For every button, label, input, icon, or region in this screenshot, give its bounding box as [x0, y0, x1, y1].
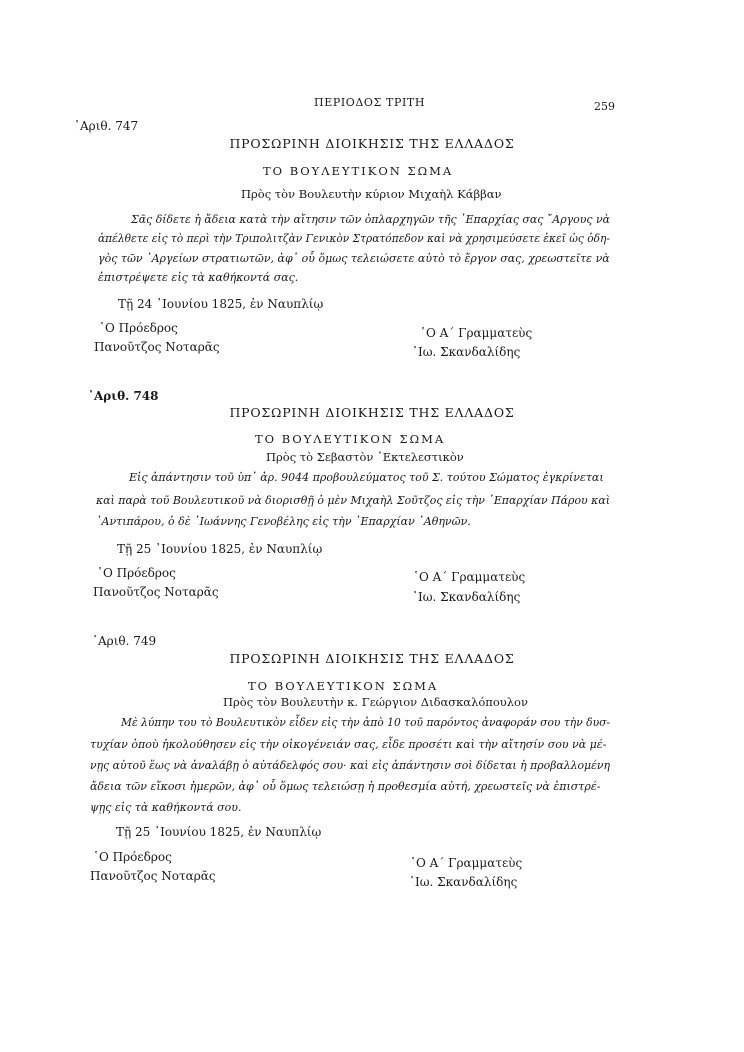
document-number: ᾿Αριθ. 747: [74, 119, 139, 133]
secretary-title: ῾Ο Α΄ Γραμματεὺς: [413, 570, 526, 584]
president-name: Πανοῦτζος Νοταρᾶς: [93, 585, 219, 599]
secretary-name: ᾿Ιω. Σκανδαλίδης: [409, 875, 518, 889]
document-subtitle: ΤΟ ΒΟΥΛΕΥΤΙΚΟΝ ΣΩΜΑ: [248, 679, 439, 693]
document-subtitle: ΤΟ ΒΟΥΛΕΥΤΙΚΟΝ ΣΩΜΑ: [263, 164, 454, 178]
body-line: Εἰς ἀπάντησιν τοῦ ὑπ᾿ ἀρ. 9044 προβουλεύματος τοῦ Σ. τούτου Σώματος ἐγκρίνεται: [129, 471, 604, 484]
body-line: καὶ παρὰ τοῦ Βουλευτικοῦ νὰ διορισθῇ ὁ μὲν Μιχαὴλ Σοῦτζος εἰς τὴν ᾿Επαρχίαν Πάρου καὶ: [96, 494, 610, 507]
document-date: Τῇ 25 ᾿Ιουνίου 1825, ἐν Ναυπλίῳ: [116, 825, 322, 839]
document-date: Τῇ 25 ᾿Ιουνίου 1825, ἐν Ναυπλίῳ: [117, 542, 323, 556]
president-title: ῾Ο Πρόεδρος: [99, 321, 178, 335]
body-line: ἀπέλθετε εἰς τὸ περὶ τὴν Τριπολιτζὰν Γενικὸν Στρατόπεδον καὶ νὰ χρησιμεύσετε ἐκεῖ ὡς ὁδη-: [98, 232, 611, 245]
document-date: Τῇ 24 ᾿Ιουνίου 1825, ἐν Ναυπλίῳ: [118, 297, 324, 311]
president-title: ῾Ο Πρόεδρος: [93, 850, 172, 864]
secretary-title: ῾Ο Α΄ Γραμματεὺς: [420, 326, 533, 340]
document-number: ᾿Αριθ. 748: [88, 389, 159, 403]
body-line: Μὲ λύπην του τὸ Βουλευτικὸν εἶδεν εἰς τὴν ἀπὸ 10 τοῦ παρόντος ἀναφοράν σου τὴν δυσ-: [121, 716, 611, 729]
body-line: ᾿Αντιπάρου, ὁ δὲ ᾿Ιωάννης Γενοβέλης εἰς τὴν ᾿Επαρχίαν ᾿Αθηνῶν.: [96, 515, 471, 528]
document-addressee: Πρὸς τὸ Σεβαστὸν ᾿Εκτελεστικὸν: [266, 450, 464, 464]
president-name: Πανοῦτζος Νοταρᾶς: [90, 869, 216, 883]
body-line: νῃς αὐτοῦ ἕως νὰ ἀναλάβῃ ὁ αὐτάδελφός σου· καὶ εἰς ἀπάντησιν σοὶ δίδεται ἡ προβαλλομένη: [90, 759, 610, 772]
document-addressee: Πρὸς τὸν Βουλευτὴν κύριον Μιχαὴλ Κάββαν: [241, 187, 502, 201]
body-line: ψῃς εἰς τὰ καθήκοντά σου.: [90, 801, 242, 814]
president-title: ῾Ο Πρόεδρος: [97, 566, 176, 580]
body-line: Σᾶς δίδετε ἡ ἄδεια κατὰ τὴν αἴτησιν τῶν ὁπλαρχηγῶν τῆς ᾿Επαρχίας σας ῎Αργους νὰ: [131, 213, 611, 226]
president-name: Πανοῦτζος Νοταρᾶς: [94, 340, 220, 354]
body-line: ἐπιστρέψετε εἰς τὰ καθήκοντά σας.: [98, 271, 299, 284]
body-line: ἄδεια τῶν εἴκοσι ἡμερῶν, ἀφ᾿ οὗ ὅμως τελειώσῃ ἡ προθεσμία αὐτή, χρεωστεῖς νὰ ἐπιστρέ-: [90, 780, 601, 793]
secretary-name: ᾿Ιω. Σκανδαλίδης: [412, 345, 521, 359]
document-title: ΠΡΟΣΩΡΙΝΗ ΔΙΟΙΚΗΣΙΣ ΤΗΣ ΕΛΛΑΔΟΣ: [229, 136, 515, 151]
page-number: 259: [594, 100, 615, 113]
secretary-title: ῾Ο Α΄ Γραμματεὺς: [410, 856, 523, 870]
running-head: ΠΕΡΙΟΔΟΣ ΤΡΙΤΗ: [314, 96, 426, 109]
document-title: ΠΡΟΣΩΡΙΝΗ ΔΙΟΙΚΗΣΙΣ ΤΗΣ ΕΛΛΑΔΟΣ: [229, 405, 515, 420]
document-subtitle: ΤΟ ΒΟΥΛΕΥΤΙΚΟΝ ΣΩΜΑ: [255, 432, 446, 446]
body-line: τυχίαν ὁποὺ ἠκολούθησεν εἰς τὴν οἰκογένειάν σας, εἶδε προσέτι καὶ τὴν αἴτησίν σου νὰ μέ-: [90, 738, 607, 751]
secretary-name: ᾿Ιω. Σκανδαλίδης: [412, 590, 521, 604]
document-number: ᾿Αριθ. 749: [92, 634, 157, 648]
body-line: γὸς τῶν ᾿Αργείων στρατιωτῶν, ἀφ᾿ οὗ ὅμως τελειώσετε αὐτὸ τὸ ἔργον σας, χρεωστεῖτε νὰ: [98, 252, 610, 265]
document-addressee: Πρὸς τὸν Βουλευτὴν κ. Γεώργιον Διδασκαλόπουλον: [223, 695, 528, 709]
document-title: ΠΡΟΣΩΡΙΝΗ ΔΙΟΙΚΗΣΙΣ ΤΗΣ ΕΛΛΑΔΟΣ: [229, 651, 515, 666]
